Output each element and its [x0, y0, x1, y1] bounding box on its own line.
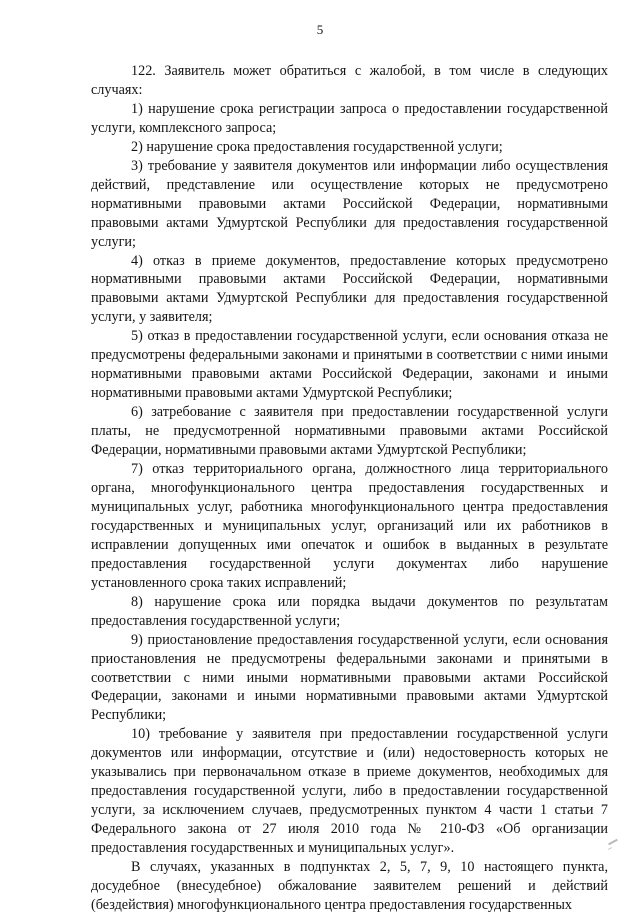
paragraph-item-4: 4) отказ в приеме документов, предоставление которых предусмотрено нормативными правовыми актами Российской Федерации, нормативными правовыми актами Удмуртской Республики для предоставления государственной услуги, у заявителя;	[91, 252, 608, 326]
paragraph-item-3: 3) требование у заявителя документов или информации либо осуществления действий, представление или осуществление которых не предусмотрено нормативными правовыми актами Российской Федерации, нормативными правовыми актами Удмуртской Республики для предоставления государственной услуги;	[91, 157, 608, 250]
paragraph-item-5: 5) отказ в предоставлении государственной услуги, если основания отказа не предусмотрены федеральными законами и принятыми в соответствии с ними иными нормативными правовыми актами Российской Федерации, законами и иными нормативными правовыми актами Удмуртской Республики;	[91, 328, 608, 402]
paragraph-item-6: 6) затребование с заявителя при предоставлении государственной услуги платы, не предусмотренной нормативными правовыми актами Российской Федерации, нормативными правовыми актами Удмуртской Республики;	[91, 404, 608, 459]
paragraph-item-10: 10) требование у заявителя при предоставлении государственной услуги документов или информации, отсутствие и (или) недостоверность которых не указывались при первоначальном отказе в приеме документов, необходимых для предоставления государственной услуги, либо в предоставлении государственной услуги, за исключением случаев, предусмотренных пунктом 4 части 1 статьи 7 Федерального закона от 27 июля 2010 года № 210-ФЗ «Об организации предоставления государственных и муниципальных услуг».	[91, 726, 608, 857]
paragraph-item-1: 1) нарушение срока регистрации запроса о предоставлении государственной услуги, комплексного запроса;	[91, 100, 608, 136]
paragraph-cases-note: В случаях, указанных в подпунктах 2, 5, 7, 9, 10 настоящего пункта, досудебное (внесудебное) обжалование заявителем решений и действий (бездействия) многофункционального центра предоставления государственных	[91, 859, 608, 913]
paragraph-122-intro: 122. Заявитель может обратиться с жалобой, в том числе в следующих случаях:	[91, 63, 608, 98]
paragraph-item-9: 9) приостановление предоставления государственной услуги, если основания приостановления не предусмотрены федеральными законами и принятыми в соответствии с ними иными нормативными правовыми актами Российской Федерации, законами и иными нормативными правовыми актами Удмуртской Республики;	[91, 631, 608, 724]
scan-artifact-dot	[608, 847, 612, 850]
body-text	[91, 62, 608, 915]
page-number: 5	[316, 22, 324, 37]
paragraph-item-7: 7) отказ территориального органа, должностного лица территориального органа, многофункционального центра предоставления государственных и муниципальных услуг, работника многофункционального центра предоставления государственных и муниципальных услуг, организаций или их работников в исправлении допущенных ими опечаток и ошибок в выданных в результате предоставления государственной услуги документах либо нарушение установленного срока таких исправлений;	[91, 461, 608, 591]
paragraph-item-8: 8) нарушение срока или порядка выдачи документов по результатам предоставления государственной услуги;	[91, 593, 608, 629]
scan-artifact	[608, 839, 618, 845]
paragraph-item-2: 2) нарушение срока предоставления государственной услуги;	[131, 138, 503, 155]
